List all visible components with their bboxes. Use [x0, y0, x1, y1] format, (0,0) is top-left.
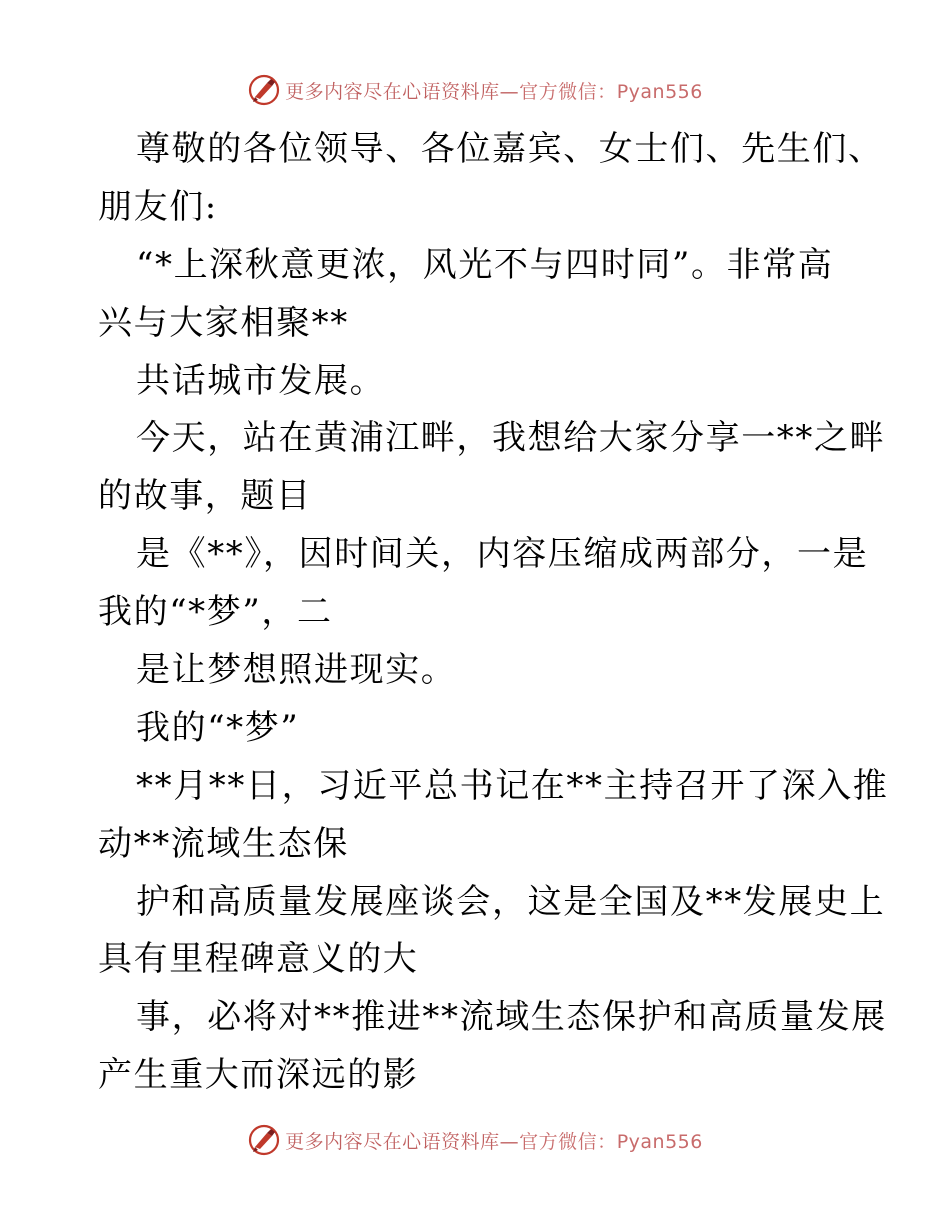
text-line: 动**流域生态保 — [98, 823, 349, 864]
text-line: 我的“*梦” — [136, 707, 300, 748]
watermark-brand: 更多内容尽在心语资料库 — [285, 1130, 500, 1153]
footer-watermark — [0, 1120, 950, 1160]
text-line: 护和高质量发展座谈会，这是全国及**发展史上 — [136, 881, 886, 922]
text-line: 我的“*梦”，二 — [98, 592, 333, 633]
text-line: 今天，站在黄浦江畔，我想给大家分享一**之畔 — [136, 418, 886, 459]
watermark-wechat-label: 官方微信： — [519, 1130, 617, 1153]
watermark-text — [285, 77, 703, 104]
text-line: 事，必将对**推进**流域生态保护和高质量发展 — [136, 997, 887, 1038]
text-line: 尊敬的各位领导、各位嘉宾、女士们、先生们、 — [136, 129, 884, 169]
header-watermark — [0, 70, 950, 110]
text-line: 产生重大而深远的影 — [98, 1055, 419, 1096]
watermark-separator: — — [499, 1130, 520, 1153]
watermark-wechat-id: Pyan556 — [616, 80, 703, 103]
watermark-separator: — — [499, 80, 520, 103]
text-line: 共话城市发展。 — [136, 360, 386, 401]
watermark-wechat-label: 官方微信： — [519, 80, 617, 103]
document-body — [98, 121, 889, 1105]
text-line: **月**日，习近平总书记在**主持召开了深入推 — [136, 765, 889, 806]
text-line: 兴与大家相聚** — [98, 302, 349, 343]
text-line: 朋友们: — [98, 186, 218, 227]
pen-logo-icon — [247, 1123, 281, 1157]
watermark-wechat-id: Pyan556 — [616, 1130, 703, 1153]
pen-logo-icon — [247, 73, 281, 107]
text-line: 的故事，题目 — [98, 476, 312, 517]
watermark-text — [285, 1127, 703, 1154]
watermark-brand: 更多内容尽在心语资料库 — [285, 80, 500, 103]
text-line: 是《**》，因时间关，内容压缩成两部分，一是 — [136, 534, 869, 575]
text-line: 是让梦想照进现实。 — [136, 650, 457, 691]
text-line: 具有里程碑意义的大 — [98, 939, 419, 980]
text-line: “*上深秋意更浓，风光不与四时同”。非常高 — [136, 244, 834, 285]
